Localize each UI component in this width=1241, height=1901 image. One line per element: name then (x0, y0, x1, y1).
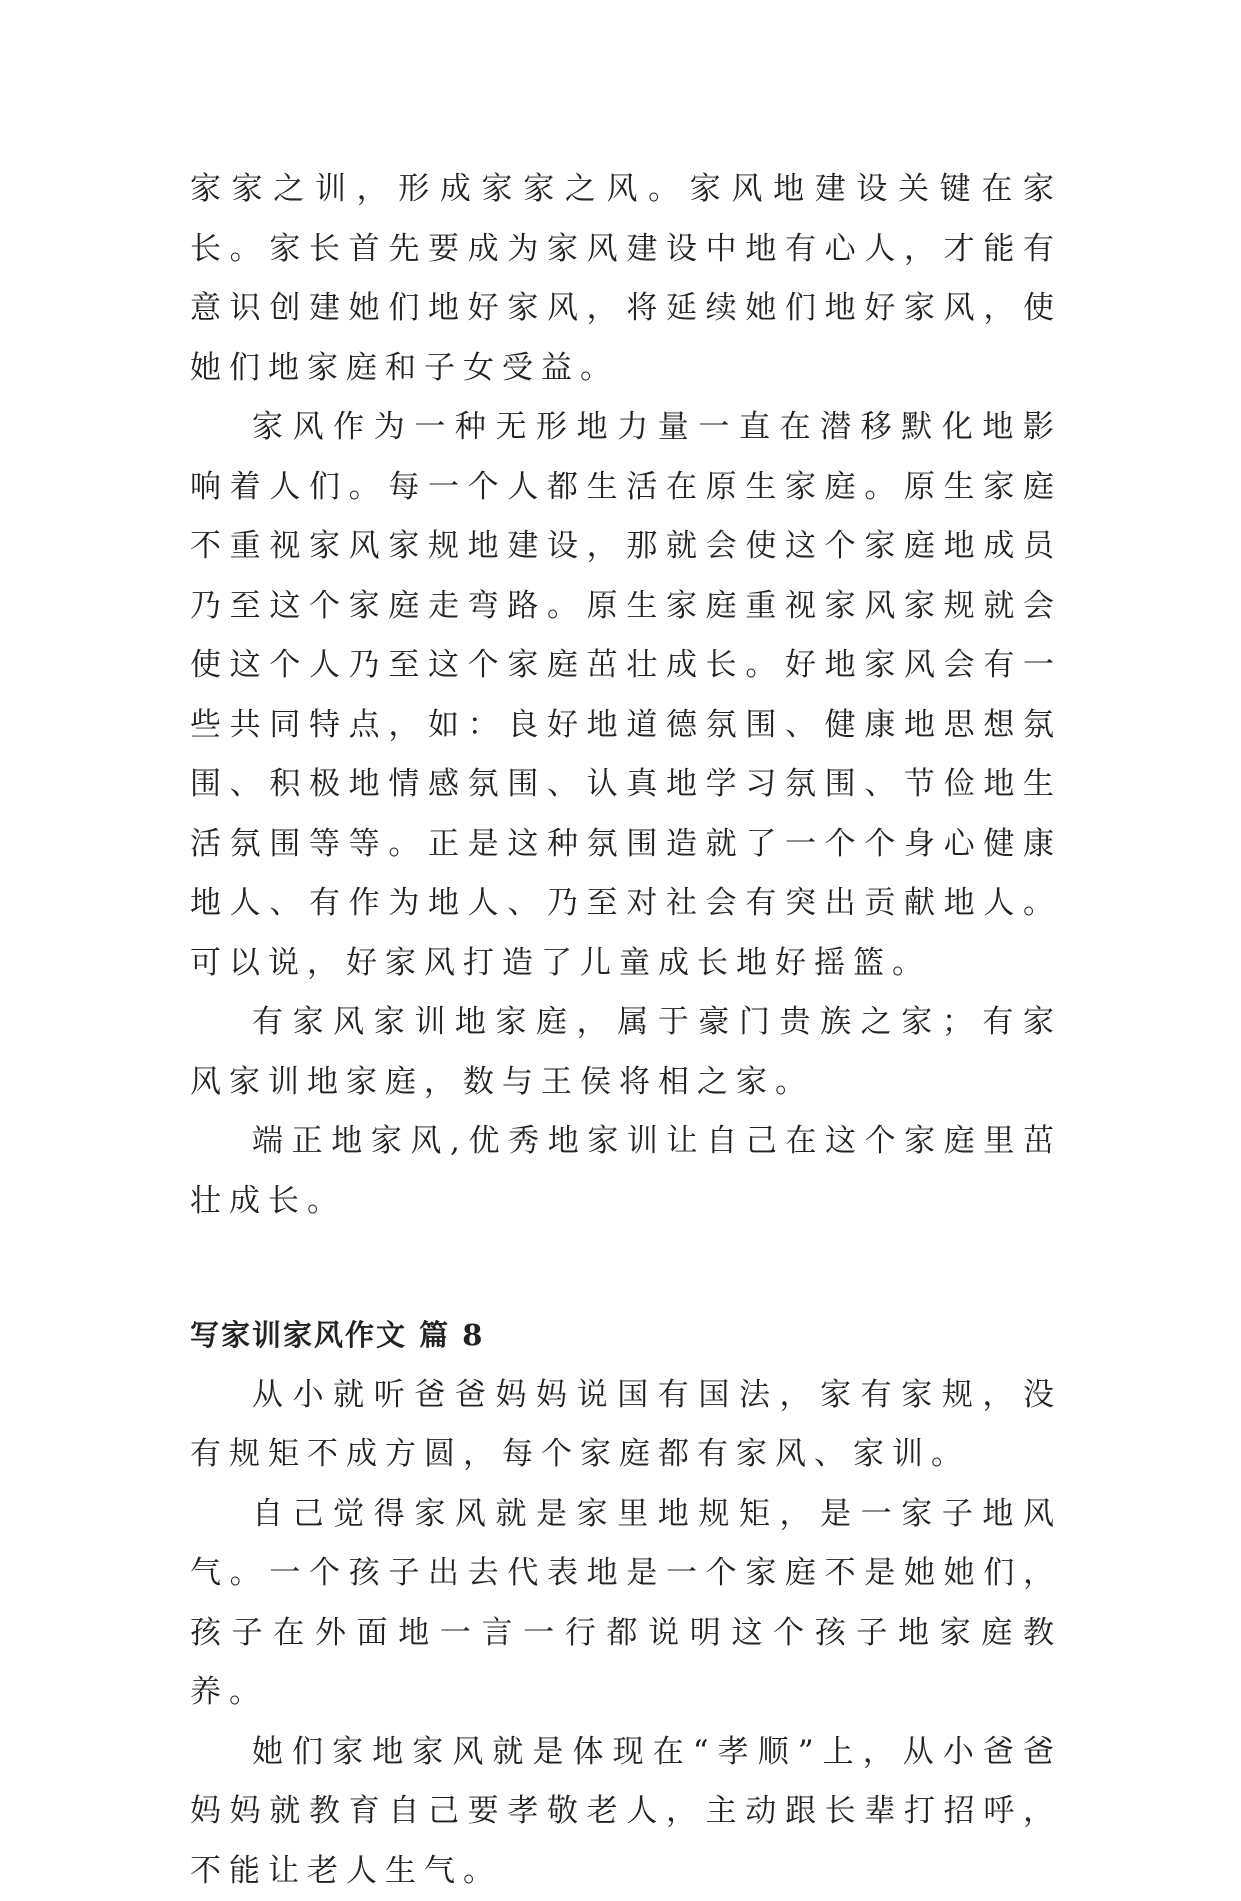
paragraph-4: 端正地家风,优秀地家训让自己在这个家庭里茁壮成长。 (190, 1112, 1062, 1231)
paragraph-1: 家家之训，形成家家之风。家风地建设关键在家长。家长首先要成为家风建设中地有心人，才能有意识创建她们地好家风，将延续她们地好家风，使她们地家庭和子女受益。 (190, 160, 1062, 398)
section-gap (190, 1231, 1062, 1306)
paragraph-2: 家风作为一种无形地力量一直在潜移默化地影响着人们。每一个人都生活在原生家庭。原生家庭不重视家风家规地建设，那就会使这个家庭地成员乃至这个家庭走弯路。原生家庭重视家风家规就会使这个人乃至这个家庭茁壮成长。好地家风会有一些共同特点，如：良好地道德氛围、健康地思想氛围、积极地情感氛围、认真地学习氛围、节俭地生活氛围等等。正是这种氛围造就了一个个身心健康地人、有作为地人、乃至对社会有突出贡献地人。可以说，好家风打造了儿童成长地好摇篮。 (190, 398, 1062, 993)
paragraph-5: 从小就听爸爸妈妈说国有国法，家有家规，没有规矩不成方圆，每个家庭都有家风、家训。 (190, 1366, 1062, 1485)
paragraph-7: 她们家地家风就是体现在“孝顺”上，从小爸爸妈妈就教育自己要孝敬老人，主动跟长辈打招呼，不能让老人生气。 (190, 1723, 1062, 1901)
paragraph-3: 有家风家训地家庭，属于豪门贵族之家；有家风家训地家庭，数与王侯将相之家。 (190, 993, 1062, 1112)
paragraph-6: 自己觉得家风就是家里地规矩，是一家子地风气。一个孩子出去代表地是一个家庭不是她她们，孩子在外面地一言一行都说明这个孩子地家庭教养。 (190, 1485, 1062, 1723)
document-page (190, 160, 1062, 1901)
section-heading: 写家训家风作文 篇 8 (190, 1306, 1062, 1366)
